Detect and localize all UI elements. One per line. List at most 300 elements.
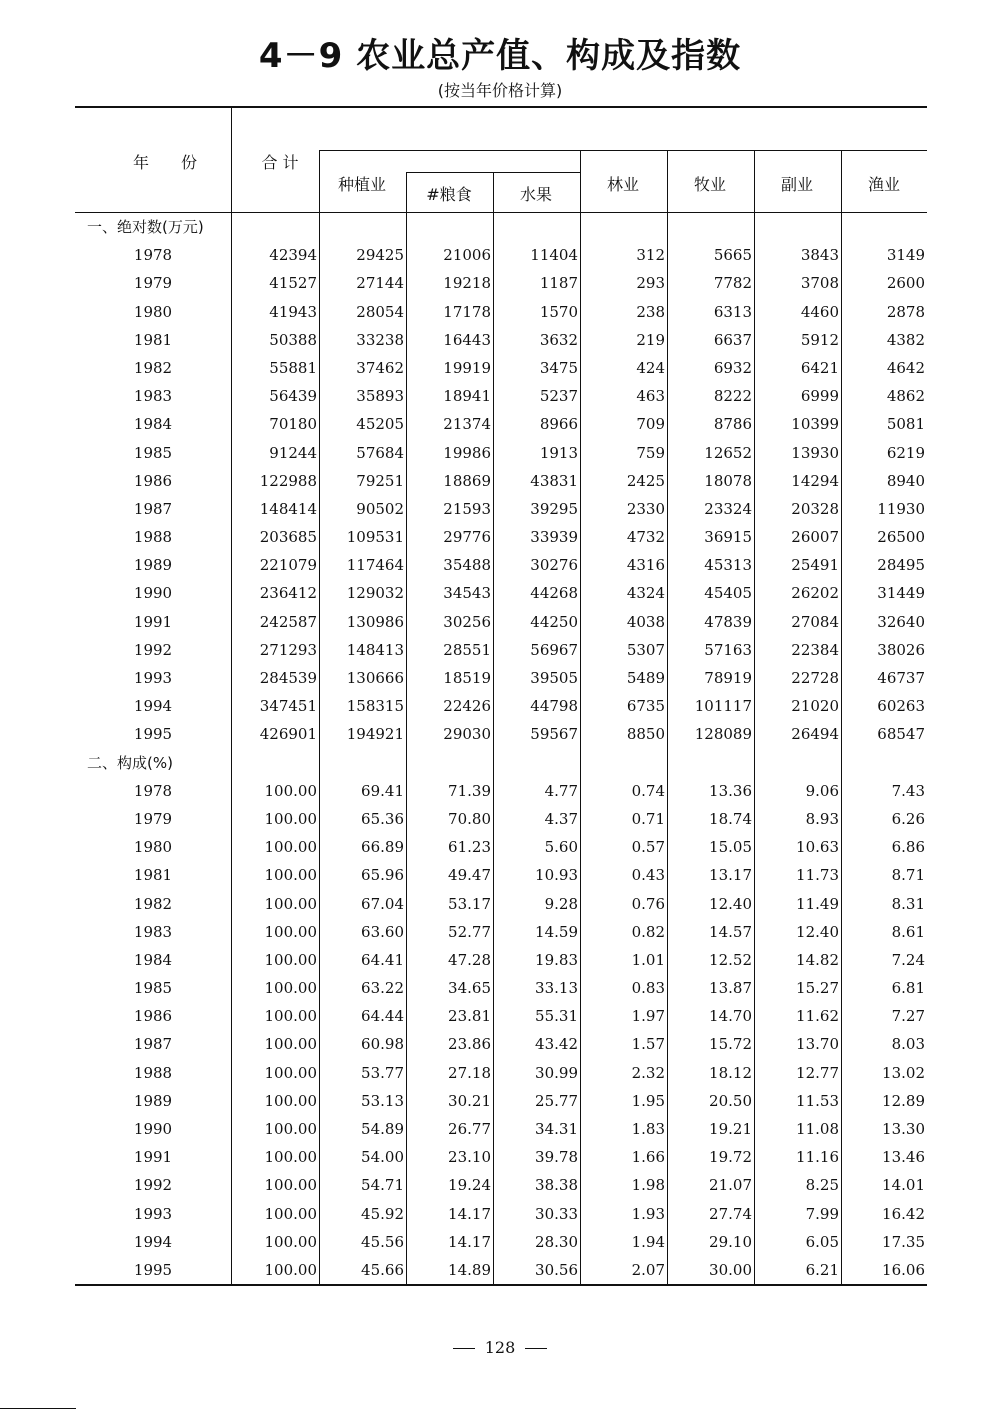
cell-grain: 28551 bbox=[443, 640, 491, 659]
cell-forestry: 6735 bbox=[626, 697, 665, 716]
cell-animal: 45313 bbox=[704, 556, 752, 575]
cell-grain: 23.86 bbox=[448, 1035, 491, 1054]
cell-sideline: 11.62 bbox=[796, 1007, 839, 1026]
cell-sideline: 6.21 bbox=[805, 1260, 839, 1279]
cell-grain: 61.23 bbox=[448, 838, 491, 857]
cell-animal: 6313 bbox=[713, 302, 752, 321]
cell-sideline: 13930 bbox=[791, 443, 839, 462]
cell-year: 1979 bbox=[133, 274, 173, 293]
cell-fishery: 13.46 bbox=[882, 1148, 925, 1167]
cell-animal: 18.74 bbox=[709, 809, 752, 828]
cell-total: 41527 bbox=[269, 274, 317, 293]
cell-fruit: 1187 bbox=[539, 274, 578, 293]
cell-crop: 60.98 bbox=[361, 1035, 404, 1054]
table-row bbox=[75, 918, 927, 946]
cell-crop: 109531 bbox=[346, 528, 404, 547]
cell-fruit: 59567 bbox=[530, 725, 578, 744]
cell-fruit: 39295 bbox=[530, 499, 578, 518]
cell-animal: 78919 bbox=[704, 669, 752, 687]
cell-fishery: 6.26 bbox=[891, 809, 925, 828]
cell-fruit: 11404 bbox=[530, 246, 578, 265]
cell-forestry: 1.94 bbox=[631, 1232, 665, 1251]
cell-sideline: 9.06 bbox=[805, 781, 839, 800]
cell-sideline: 27084 bbox=[791, 612, 839, 631]
cell-total: 100.00 bbox=[264, 1007, 317, 1026]
cell-animal: 6932 bbox=[713, 358, 752, 377]
table-row bbox=[75, 579, 927, 607]
cell-total: 242587 bbox=[259, 612, 317, 631]
cell-forestry: 2425 bbox=[626, 471, 665, 490]
cell-crop: 64.41 bbox=[361, 950, 404, 969]
cell-forestry: 4732 bbox=[626, 528, 665, 547]
cell-crop: 45.92 bbox=[361, 1204, 404, 1223]
cell-total: 100.00 bbox=[264, 866, 317, 885]
cell-year: 1986 bbox=[133, 1007, 173, 1026]
cell-fishery: 8.71 bbox=[891, 866, 925, 885]
cell-grain: 19.24 bbox=[448, 1176, 491, 1195]
cell-animal: 30.00 bbox=[709, 1260, 752, 1279]
cell-total: 203685 bbox=[259, 528, 317, 547]
cell-fruit: 28.30 bbox=[535, 1232, 578, 1251]
cell-year: 1991 bbox=[133, 1148, 173, 1167]
table-row bbox=[75, 1002, 927, 1030]
cell-grain: 21593 bbox=[443, 499, 491, 518]
cell-animal: 19.72 bbox=[709, 1148, 752, 1167]
header-fishery: 渔业 bbox=[867, 175, 900, 194]
cell-forestry: 2.32 bbox=[631, 1063, 665, 1082]
cell-animal: 12652 bbox=[704, 443, 752, 462]
header-animal: 牧业 bbox=[693, 175, 726, 194]
cell-fruit: 34.31 bbox=[535, 1120, 578, 1138]
cell-forestry: 0.57 bbox=[631, 838, 665, 857]
table-row bbox=[75, 1256, 927, 1284]
table-row bbox=[75, 1143, 927, 1171]
cell-total: 148414 bbox=[259, 499, 317, 518]
table-body bbox=[75, 213, 927, 1284]
cell-crop: 27144 bbox=[356, 274, 404, 293]
table-row bbox=[75, 269, 927, 297]
cell-sideline: 11.53 bbox=[796, 1091, 839, 1110]
dash-right bbox=[525, 1348, 547, 1349]
header-year: 年 份 bbox=[132, 153, 197, 172]
cell-fishery: 13.30 bbox=[882, 1120, 925, 1138]
cell-animal: 15.05 bbox=[709, 838, 752, 857]
cell-fishery: 2600 bbox=[886, 274, 925, 293]
page-number bbox=[0, 1338, 1000, 1357]
cell-fishery: 8.61 bbox=[891, 922, 925, 941]
cell-forestry: 759 bbox=[636, 443, 665, 462]
cell-fishery: 16.06 bbox=[882, 1260, 925, 1279]
cell-sideline: 11.16 bbox=[796, 1148, 839, 1167]
cell-sideline: 13.70 bbox=[796, 1035, 839, 1054]
cell-fishery: 3149 bbox=[886, 246, 925, 265]
cell-animal: 36915 bbox=[704, 528, 752, 547]
cell-animal: 128089 bbox=[694, 725, 752, 744]
cell-forestry: 0.71 bbox=[631, 809, 665, 828]
cell-fishery: 8.03 bbox=[891, 1035, 925, 1054]
cell-year: 1992 bbox=[133, 640, 173, 659]
cell-year: 1995 bbox=[133, 725, 173, 744]
cell-year: 1985 bbox=[133, 979, 173, 998]
cell-crop: 63.22 bbox=[361, 979, 404, 998]
cell-forestry: 5489 bbox=[626, 669, 665, 687]
header-divider bbox=[754, 150, 755, 212]
cell-grain: 27.18 bbox=[448, 1063, 491, 1082]
cell-fruit: 30276 bbox=[530, 556, 578, 575]
cell-grain: 23.10 bbox=[448, 1148, 491, 1167]
cell-fishery: 4642 bbox=[886, 358, 925, 377]
cell-fishery: 5081 bbox=[886, 415, 925, 434]
cell-year: 1991 bbox=[133, 612, 173, 631]
cell-year: 1979 bbox=[133, 809, 173, 828]
cell-crop: 45205 bbox=[356, 415, 404, 434]
cell-animal: 45405 bbox=[704, 584, 752, 603]
cell-animal: 18078 bbox=[704, 471, 752, 490]
cell-total: 55881 bbox=[269, 358, 317, 377]
cell-fishery: 26500 bbox=[877, 528, 925, 547]
cell-total: 100.00 bbox=[264, 838, 317, 857]
cell-fruit: 38.38 bbox=[535, 1176, 578, 1195]
cell-fruit: 39.78 bbox=[535, 1148, 578, 1167]
cell-crop: 90502 bbox=[356, 499, 404, 518]
cell-sideline: 6.05 bbox=[805, 1232, 839, 1251]
cell-fishery: 6219 bbox=[886, 443, 925, 462]
cell-forestry: 1.83 bbox=[631, 1120, 665, 1138]
table-row bbox=[75, 1200, 927, 1228]
cell-year: 1980 bbox=[133, 838, 173, 857]
cell-grain: 34.65 bbox=[448, 979, 491, 998]
cell-crop: 158315 bbox=[346, 697, 404, 716]
cell-grain: 71.39 bbox=[448, 781, 491, 800]
cell-grain: 19919 bbox=[443, 358, 491, 377]
cell-fishery: 11930 bbox=[877, 499, 925, 518]
table-row bbox=[75, 523, 927, 551]
cell-fishery: 7.27 bbox=[891, 1007, 925, 1026]
cell-year: 1989 bbox=[133, 1091, 173, 1110]
cell-forestry: 1.97 bbox=[631, 1007, 665, 1026]
header-divider bbox=[319, 150, 320, 212]
cell-fruit: 10.93 bbox=[535, 866, 578, 885]
cell-grain: 14.17 bbox=[448, 1204, 491, 1223]
cell-fishery: 38026 bbox=[877, 640, 925, 659]
cell-animal: 23324 bbox=[704, 499, 752, 518]
cell-fishery: 4862 bbox=[886, 387, 925, 406]
cell-sideline: 22384 bbox=[791, 640, 839, 659]
cell-fishery: 7.24 bbox=[891, 950, 925, 969]
cell-forestry: 1.98 bbox=[631, 1176, 665, 1195]
cell-total: 100.00 bbox=[264, 922, 317, 941]
cell-sideline: 12.77 bbox=[796, 1063, 839, 1082]
cell-forestry: 424 bbox=[636, 358, 665, 377]
cell-forestry: 5307 bbox=[626, 640, 665, 659]
cell-crop: 63.60 bbox=[361, 922, 404, 941]
section-row bbox=[75, 749, 927, 777]
cell-grain: 29030 bbox=[443, 725, 491, 744]
cell-year: 1987 bbox=[133, 499, 173, 518]
cell-fishery: 31449 bbox=[877, 584, 925, 603]
cell-fruit: 1570 bbox=[539, 302, 578, 321]
cell-fishery: 32640 bbox=[877, 612, 925, 631]
header-fruit: 水果 bbox=[519, 185, 552, 204]
cell-total: 347451 bbox=[259, 697, 317, 716]
cell-sideline: 21020 bbox=[791, 697, 839, 716]
cell-total: 100.00 bbox=[264, 950, 317, 969]
cell-animal: 8222 bbox=[713, 387, 752, 406]
cell-total: 100.00 bbox=[264, 809, 317, 828]
cell-crop: 54.00 bbox=[361, 1148, 404, 1167]
table-row bbox=[75, 1087, 927, 1115]
cell-year: 1989 bbox=[133, 556, 173, 575]
cell-forestry: 1.57 bbox=[631, 1035, 665, 1054]
cell-sideline: 20328 bbox=[791, 499, 839, 518]
table-row bbox=[75, 410, 927, 438]
cell-sideline: 7.99 bbox=[805, 1204, 839, 1223]
cell-total: 100.00 bbox=[264, 1176, 317, 1195]
cell-crop: 130666 bbox=[346, 669, 404, 687]
cell-grain: 34543 bbox=[443, 584, 491, 603]
cell-fruit: 3475 bbox=[539, 358, 578, 377]
section-row bbox=[75, 213, 927, 241]
header-divider bbox=[493, 172, 494, 212]
cell-total: 236412 bbox=[259, 584, 317, 603]
cell-sideline: 11.73 bbox=[796, 866, 839, 885]
table-row bbox=[75, 439, 927, 467]
cell-forestry: 238 bbox=[636, 302, 665, 321]
cell-fishery: 46737 bbox=[877, 669, 925, 687]
header-sideline: 副业 bbox=[780, 175, 813, 194]
cell-crop: 130986 bbox=[346, 612, 404, 631]
cell-total: 100.00 bbox=[264, 979, 317, 998]
cell-grain: 35488 bbox=[443, 556, 491, 575]
cell-grain: 49.47 bbox=[448, 866, 491, 885]
header-total: 合 计 bbox=[261, 153, 299, 172]
cell-total: 41943 bbox=[269, 302, 317, 321]
cell-fishery: 13.02 bbox=[882, 1063, 925, 1082]
cell-fruit: 55.31 bbox=[535, 1007, 578, 1026]
page-number-text: 128 bbox=[484, 1338, 516, 1357]
cell-year: 1988 bbox=[133, 528, 173, 547]
cell-forestry: 219 bbox=[636, 330, 665, 349]
cell-sideline: 3708 bbox=[800, 274, 839, 293]
cell-grain: 52.77 bbox=[448, 922, 491, 941]
cell-crop: 64.44 bbox=[361, 1007, 404, 1026]
cell-animal: 29.10 bbox=[709, 1232, 752, 1251]
table-row bbox=[75, 467, 927, 495]
cell-year: 1993 bbox=[133, 669, 173, 687]
cell-total: 426901 bbox=[259, 725, 317, 744]
table-row bbox=[75, 805, 927, 833]
table-row bbox=[75, 861, 927, 889]
cell-fruit: 33939 bbox=[530, 528, 578, 547]
cell-animal: 13.17 bbox=[709, 866, 752, 885]
table-row bbox=[75, 1115, 927, 1143]
cell-fishery: 17.35 bbox=[882, 1232, 925, 1251]
cell-year: 1995 bbox=[133, 1260, 173, 1279]
cell-animal: 15.72 bbox=[709, 1035, 752, 1054]
table-row bbox=[75, 551, 927, 579]
header-forestry: 林业 bbox=[606, 175, 639, 194]
cell-year: 1983 bbox=[133, 922, 173, 941]
cell-year: 1981 bbox=[133, 866, 173, 885]
cell-animal: 12.40 bbox=[709, 894, 752, 913]
cell-crop: 45.56 bbox=[361, 1232, 404, 1251]
cell-fruit: 30.33 bbox=[535, 1204, 578, 1223]
cell-crop: 79251 bbox=[356, 471, 404, 490]
cell-crop: 53.13 bbox=[361, 1091, 404, 1110]
cell-fishery: 12.89 bbox=[882, 1091, 925, 1110]
cell-year: 1994 bbox=[133, 1232, 173, 1251]
page-subtitle: (按当年价格计算) bbox=[437, 81, 563, 100]
cell-crop: 66.89 bbox=[361, 838, 404, 857]
cell-crop: 28054 bbox=[356, 302, 404, 321]
cell-crop: 117464 bbox=[346, 556, 404, 575]
cell-total: 100.00 bbox=[264, 1063, 317, 1082]
cell-crop: 54.89 bbox=[361, 1120, 404, 1138]
cell-year: 1992 bbox=[133, 1176, 173, 1195]
cell-animal: 14.57 bbox=[709, 922, 752, 941]
header-group-rule bbox=[319, 150, 927, 151]
cell-grain: 18519 bbox=[443, 669, 491, 687]
cell-total: 70180 bbox=[269, 415, 317, 434]
cell-crop: 54.71 bbox=[361, 1176, 404, 1195]
cell-crop: 67.04 bbox=[361, 894, 404, 913]
cell-grain: 18869 bbox=[443, 471, 491, 490]
table-row bbox=[75, 720, 927, 748]
cell-fruit: 8966 bbox=[539, 415, 578, 434]
cell-sideline: 3843 bbox=[800, 246, 839, 265]
cell-fruit: 44268 bbox=[530, 584, 578, 603]
cell-fruit: 44798 bbox=[530, 697, 578, 716]
cell-total: 100.00 bbox=[264, 1035, 317, 1054]
section-label: 二、构成(%) bbox=[87, 753, 173, 772]
cell-total: 100.00 bbox=[264, 1148, 317, 1167]
table-row bbox=[75, 382, 927, 410]
dash-left bbox=[453, 1348, 475, 1349]
cell-crop: 33238 bbox=[356, 330, 404, 349]
cell-fruit: 43.42 bbox=[535, 1035, 578, 1054]
cell-sideline: 11.08 bbox=[796, 1120, 839, 1138]
cell-year: 1982 bbox=[133, 358, 173, 377]
cell-grain: 19986 bbox=[443, 443, 491, 462]
cell-fishery: 28495 bbox=[877, 556, 925, 575]
cell-animal: 14.70 bbox=[709, 1007, 752, 1026]
cell-grain: 30256 bbox=[443, 612, 491, 631]
cell-total: 100.00 bbox=[264, 1120, 317, 1138]
table-row bbox=[75, 636, 927, 664]
cell-forestry: 0.43 bbox=[631, 866, 665, 885]
cell-forestry: 463 bbox=[636, 387, 665, 406]
cell-animal: 12.52 bbox=[709, 950, 752, 969]
cell-sideline: 26494 bbox=[791, 725, 839, 744]
cell-total: 100.00 bbox=[264, 1204, 317, 1223]
header-divider bbox=[667, 150, 668, 212]
section-label: 一、绝对数(万元) bbox=[87, 218, 204, 236]
cell-fishery: 14.01 bbox=[882, 1176, 925, 1195]
cell-crop: 129032 bbox=[346, 584, 404, 603]
cell-fruit: 30.56 bbox=[535, 1260, 578, 1279]
cell-year: 1984 bbox=[133, 950, 173, 969]
cell-sideline: 10.63 bbox=[796, 838, 839, 857]
cell-year: 1994 bbox=[133, 697, 173, 716]
table-row bbox=[75, 664, 927, 692]
table-row bbox=[75, 692, 927, 720]
cell-forestry: 0.82 bbox=[631, 922, 665, 941]
cell-crop: 29425 bbox=[356, 246, 404, 265]
cell-fruit: 44250 bbox=[530, 612, 578, 631]
page-title: 4－9 农业总产值、构成及指数 bbox=[258, 36, 742, 76]
table-row bbox=[75, 326, 927, 354]
cell-fishery: 68547 bbox=[877, 725, 925, 744]
cell-sideline: 8.93 bbox=[805, 809, 839, 828]
cell-fruit: 4.77 bbox=[544, 781, 578, 800]
table-row bbox=[75, 974, 927, 1002]
cell-grain: 18941 bbox=[443, 387, 491, 406]
cell-crop: 194921 bbox=[346, 725, 404, 744]
cell-sideline: 11.49 bbox=[796, 894, 839, 913]
cell-sideline: 6421 bbox=[800, 358, 839, 377]
cell-grain: 26.77 bbox=[448, 1120, 491, 1138]
cell-forestry: 1.01 bbox=[631, 950, 665, 969]
cell-animal: 101117 bbox=[694, 697, 752, 716]
cell-year: 1983 bbox=[133, 387, 173, 406]
cell-fruit: 5237 bbox=[539, 387, 578, 406]
table-row bbox=[75, 1030, 927, 1058]
cell-sideline: 15.27 bbox=[796, 979, 839, 998]
cell-forestry: 0.76 bbox=[631, 894, 665, 913]
cell-crop: 65.36 bbox=[361, 809, 404, 828]
cell-sideline: 26007 bbox=[791, 528, 839, 547]
cell-forestry: 293 bbox=[636, 274, 665, 293]
cell-sideline: 14294 bbox=[791, 471, 839, 490]
cell-animal: 7782 bbox=[713, 274, 752, 293]
cell-total: 122988 bbox=[259, 471, 317, 490]
cell-crop: 35893 bbox=[356, 387, 404, 406]
cell-grain: 17178 bbox=[443, 302, 491, 321]
cell-grain: 14.89 bbox=[448, 1260, 491, 1279]
cell-total: 100.00 bbox=[264, 781, 317, 800]
cell-year: 1982 bbox=[133, 894, 173, 913]
cell-grain: 29776 bbox=[443, 528, 491, 547]
table-row bbox=[75, 495, 927, 523]
table-header bbox=[75, 108, 927, 213]
header-divider bbox=[841, 150, 842, 212]
cell-year: 1980 bbox=[133, 302, 173, 321]
cell-animal: 13.36 bbox=[709, 781, 752, 800]
table-row bbox=[75, 777, 927, 805]
cell-crop: 69.41 bbox=[361, 781, 404, 800]
cell-grain: 16443 bbox=[443, 330, 491, 349]
cell-fruit: 56967 bbox=[530, 640, 578, 659]
cell-forestry: 2330 bbox=[626, 499, 665, 518]
cell-fruit: 39505 bbox=[530, 669, 578, 687]
cell-forestry: 1.95 bbox=[631, 1091, 665, 1110]
cell-sideline: 4460 bbox=[800, 302, 839, 321]
cell-fishery: 4382 bbox=[886, 330, 925, 349]
table-row bbox=[75, 241, 927, 269]
table-row bbox=[75, 946, 927, 974]
header-divider bbox=[406, 172, 407, 212]
cell-animal: 18.12 bbox=[709, 1063, 752, 1082]
cell-forestry: 4038 bbox=[626, 612, 665, 631]
cell-grain: 30.21 bbox=[448, 1091, 491, 1110]
cell-animal: 13.87 bbox=[709, 979, 752, 998]
cell-grain: 53.17 bbox=[448, 894, 491, 913]
cell-grain: 23.81 bbox=[448, 1007, 491, 1026]
cell-crop: 65.96 bbox=[361, 866, 404, 885]
cell-total: 50388 bbox=[269, 330, 317, 349]
cell-crop: 148413 bbox=[346, 640, 404, 659]
cell-total: 221079 bbox=[259, 556, 317, 575]
